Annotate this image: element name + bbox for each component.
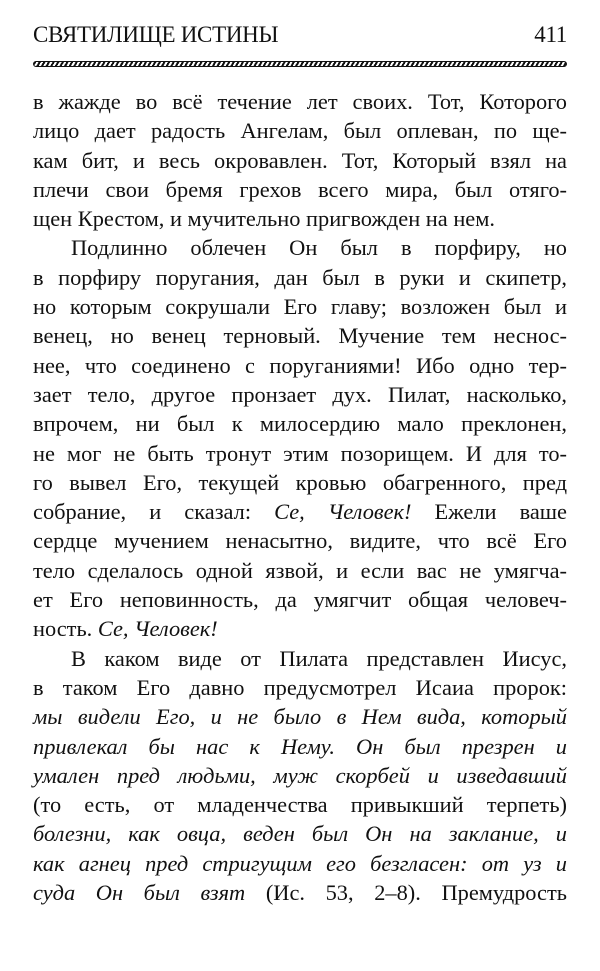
text-segment: собрание, и сказал: [33, 499, 275, 525]
rope-divider [33, 61, 567, 67]
text-line [33, 878, 567, 907]
text-segment: но которым сокрушали Его главу; возложен был и [33, 294, 567, 320]
body-text [33, 87, 567, 907]
text-segment: (Ис. 53, 2–8). Премудрость [245, 880, 567, 906]
text-segment: впрочем, ни был к милосердию мало преклонен, [33, 411, 567, 437]
text-segment: Подлинно облечен Он был в порфиру, но [71, 235, 567, 261]
text-segment: Ежели ваше [411, 499, 567, 525]
text-line [33, 761, 567, 790]
text-line [33, 439, 567, 468]
text-line [33, 204, 567, 233]
text-segment: плечи свои бремя грехов всего мира, был отяго- [33, 176, 567, 202]
text-line [33, 409, 567, 438]
text-line [33, 175, 567, 204]
text-segment: не мог не быть тронут этим позорищем. И для то- [33, 440, 567, 466]
text-segment: сердце мучением ненасытно, видите, что всё Его [33, 528, 567, 554]
text-segment: нее, что соединено с поруганиями! Ибо одно тер- [33, 352, 567, 378]
text-line [33, 351, 567, 380]
text-line [33, 321, 567, 350]
text-segment: (то есть, от младенчества привыкший терпеть) [33, 792, 567, 818]
text-segment: щен Крестом, и мучительно пригвожден на нем. [33, 206, 496, 232]
italic-segment: как агнец пред стригущим его безгласен: от уз и [33, 850, 567, 876]
text-line [33, 614, 567, 643]
text-line [33, 468, 567, 497]
text-line [33, 497, 567, 526]
text-line [33, 673, 567, 702]
text-line [33, 849, 567, 878]
text-line [33, 87, 567, 116]
text-segment: в жажде во всё течение лет своих. Тот, Которого [33, 89, 567, 114]
text-segment: ет Его неповинность, да умягчит общая человеч- [33, 587, 567, 613]
text-segment: в порфиру поругания, дан был в руки и скипетр, [33, 264, 567, 290]
text-line [33, 732, 567, 761]
text-segment: зает тело, другое пронзает дух. Пилат, насколько, [33, 381, 567, 407]
text-line [33, 585, 567, 614]
italic-segment: Се, Человек! [274, 499, 412, 525]
text-line [33, 380, 567, 409]
text-segment: тело сделалось одной язвой, и если вас не умягча- [33, 557, 567, 583]
italic-segment: мы видели Его, и не было в Нем вида, который [33, 704, 567, 730]
text-segment: го вывел Его, текущей кровью обагренного, пред [33, 469, 567, 495]
text-line [33, 116, 567, 145]
text-line [33, 790, 567, 819]
running-head [33, 22, 567, 52]
text-line [33, 556, 567, 585]
italic-segment: суда Он был взят [33, 880, 246, 906]
italic-segment: болезни, как овца, веден был Он на заклание, и [33, 821, 567, 847]
text-line [33, 292, 567, 321]
text-line [33, 644, 567, 673]
text-segment: В каком виде от Пилата представлен Иисус, [71, 645, 567, 671]
italic-segment: привлекал бы нас к Нему. Он был презрен и [33, 733, 567, 759]
text-segment: венец, но венец терновый. Мучение тем неснос- [33, 323, 567, 349]
page-number: 411 [534, 22, 567, 47]
text-line [33, 526, 567, 555]
text-line [33, 263, 567, 292]
italic-segment: умален пред людьми, муж скорбей и изведавший [33, 762, 567, 788]
text-segment: ность. [33, 616, 98, 642]
text-segment: кам бит, и весь окровавлен. Тот, Который взял на [33, 147, 567, 173]
text-line [33, 233, 567, 262]
text-line [33, 146, 567, 175]
text-line [33, 702, 567, 731]
text-line [33, 819, 567, 848]
italic-segment: Се, Человек! [97, 616, 218, 642]
text-segment: лицо дает радость Ангелам, был оплеван, по ще- [33, 118, 567, 144]
text-segment: в таком Его давно предусмотрел Исаиа пророк: [33, 674, 567, 700]
running-head-title: СВЯТИЛИЩЕ ИСТИНЫ [33, 22, 279, 47]
